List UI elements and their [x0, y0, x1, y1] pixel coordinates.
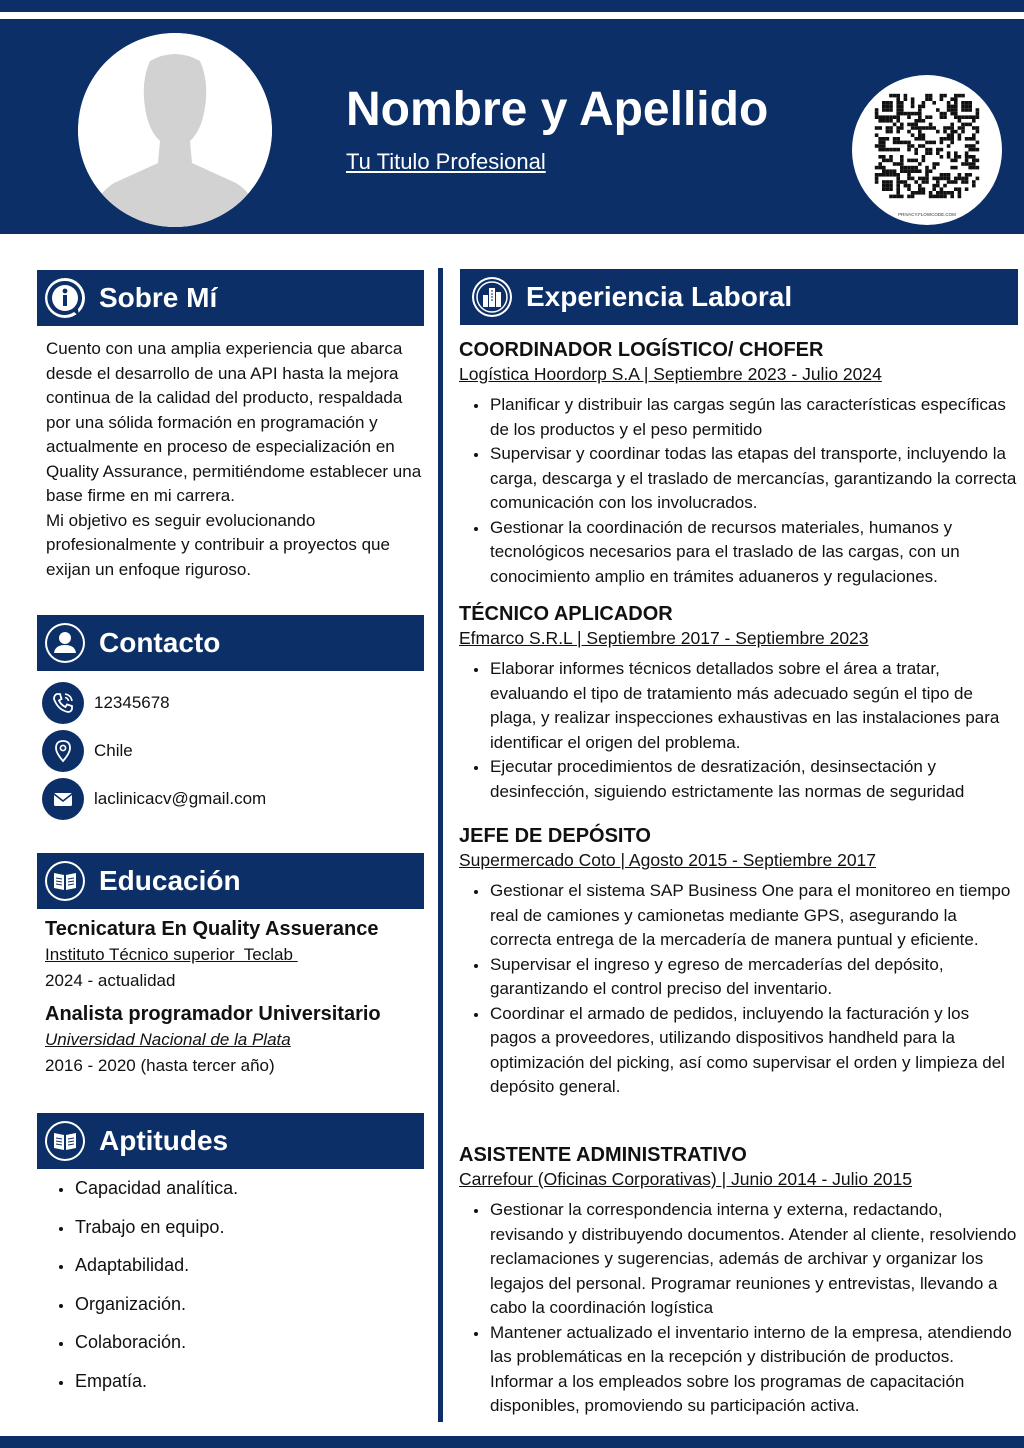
- education-years: 2024 - actualidad: [45, 971, 176, 990]
- job-company: Logística Hoordorp S.A | Septiembre 2023 - Julio 2024: [459, 364, 882, 384]
- qr-code: [852, 75, 1002, 225]
- contact-header: [37, 615, 424, 671]
- education-years: 2016 - 2020 (hasta tercer año): [45, 1056, 275, 1075]
- job-bullet: Elaborar informes técnicos detallados sobre el área a tratar, evaluando el tipo de tratamiento más adecuado según el tipo de plaga, y realizar inspecciones exhaustivas en las instalaciones para identificar el origen del problema.: [490, 657, 1019, 755]
- about-text: [46, 337, 430, 582]
- job-company: Carrefour (Oficinas Corporativas) | Junio 2014 - Julio 2015: [459, 1169, 912, 1189]
- skill-item: Adaptabilidad.: [75, 1255, 238, 1294]
- education-institution: Instituto Técnico superior Teclab: [45, 945, 298, 964]
- experience-heading: Experiencia Laboral: [526, 281, 793, 312]
- job-bullets: [490, 393, 1019, 589]
- skill-item: Colaboración.: [75, 1332, 238, 1371]
- bottom-accent-bar: [0, 1436, 1024, 1448]
- book-icon: [45, 1121, 85, 1161]
- education-heading: Educación: [99, 865, 241, 896]
- candidate-name: Nombre y Apellido: [346, 83, 769, 136]
- skill-item: Capacidad analítica.: [75, 1178, 238, 1217]
- contact-heading: Contacto: [99, 627, 221, 658]
- education-degree: Tecnicatura En Quality Assuerance: [45, 918, 379, 940]
- job-entry: [459, 339, 1019, 589]
- about-heading: Sobre Mí: [99, 282, 218, 313]
- education-item: [45, 1003, 435, 1076]
- job-role: TÉCNICO APLICADOR: [459, 603, 673, 625]
- location-text: Chile: [94, 741, 133, 760]
- email-text[interactable]: laclinicacv@gmail.com: [94, 789, 267, 808]
- contact-email: [42, 778, 266, 820]
- skills-list: [75, 1178, 238, 1409]
- job-bullet: Planificar y distribuir las cargas según las características específicas de los productos y el peso permitido: [490, 393, 1019, 442]
- job-entry: [459, 1144, 1019, 1419]
- education-institution: Universidad Nacional de la Plata: [45, 1030, 291, 1049]
- job-bullet: Coordinar el armado de pedidos, incluyendo la facturación y los pagos a proveedores, utilizando dispositivos handheld para la optimización del picking, así como supervisar el orden y limpieza del depósito general.: [490, 1002, 1019, 1100]
- job-bullet: Supervisar y coordinar todas las etapas del transporte, incluyendo la carga, descarga y el traslado de mercancías, garantizando la correcta comunicación con los involucrados.: [490, 442, 1019, 516]
- job-bullet: Mantener actualizado el inventario interno de la empresa, atendiendo las problemáticas en la recepción y distribución de productos. Informar a los empleados sobre los programas de capacitación disponibles, promoviendo su participación activa.: [490, 1321, 1019, 1419]
- book-icon: [45, 861, 85, 901]
- envelope-icon: [42, 778, 84, 820]
- phone-number: 12345678: [94, 693, 170, 712]
- job-role: COORDINADOR LOGÍSTICO/ CHOFER: [459, 339, 824, 361]
- contact-phone: [42, 682, 170, 724]
- professional-title: Tu Titulo Profesional: [346, 149, 546, 174]
- job-company: Efmarco S.R.L | Septiembre 2017 - Septiembre 2023: [459, 628, 869, 648]
- info-icon: [45, 278, 85, 318]
- about-header: [37, 270, 424, 326]
- user-icon: [45, 623, 85, 663]
- education-header: [37, 853, 424, 909]
- about-paragraph: Mi objetivo es seguir evolucionando profesionalmente y contribuir a proyectos que exijan un enfoque riguroso.: [46, 510, 390, 579]
- education-item: [45, 918, 435, 991]
- job-company: Supermercado Coto | Agosto 2015 - Septiembre 2017: [459, 850, 877, 870]
- experience-header: [460, 269, 1018, 325]
- job-bullet: Ejecutar procedimientos de desratización, desinsectación y desinfección, siguiendo estrictamente las normas de seguridad: [490, 755, 1019, 804]
- profile-photo: [78, 33, 272, 227]
- job-bullet: Gestionar el sistema SAP Business One para el monitoreo en tiempo real de camiones y camionetas mediante GPS, asegurando la correcta entrega de la mercadería de manera puntual y eficiente.: [490, 879, 1019, 953]
- job-bullet: Gestionar la coordinación de recursos materiales, humanos y tecnológicos necesarios para el traslado de las cargas, con un conocimiento amplio en trámites aduaneros y regulaciones.: [490, 516, 1019, 590]
- job-entry: [459, 603, 1019, 804]
- job-bullets: [490, 657, 1019, 804]
- job-bullet: Supervisar el ingreso y egreso de mercaderías del depósito, garantizando el control preciso del inventario.: [490, 953, 1019, 1002]
- skills-header: [37, 1113, 424, 1169]
- contact-location: [42, 730, 133, 772]
- job-role: ASISTENTE ADMINISTRATIVO: [459, 1144, 747, 1166]
- job-role: JEFE DE DEPÓSITO: [459, 825, 651, 847]
- qr-caption: PRIVACY.FLOWCODE.COM: [898, 212, 956, 217]
- job-bullets: [490, 1198, 1019, 1419]
- skill-item: Organización.: [75, 1294, 238, 1333]
- column-divider: [438, 268, 443, 1422]
- phone-icon: [42, 682, 84, 724]
- skill-item: Empatía.: [75, 1371, 238, 1410]
- job-entry: [459, 825, 1019, 1100]
- skills-heading: Aptitudes: [99, 1125, 229, 1156]
- top-accent-bar: [0, 0, 1024, 12]
- about-paragraph: Cuento con una amplia experiencia que abarca desde el desarrollo de una API hasta la mejora continua de la calidad del producto, respaldada por una sólida formación en programación y actualmente en proceso de especialización en Quality Assurance, permitiéndome establecer una base firme en mi carrera.: [46, 339, 422, 505]
- location-pin-icon: [42, 730, 84, 772]
- job-bullets: [490, 879, 1019, 1100]
- job-bullet: Gestionar la correspondencia interna y externa, redactando, revisando y distribuyendo documentos. Atender al cliente, resolviendo reclamaciones y sugerencias, además de archivar y organizar los legajos del personal. Programar reuniones y entrevistas, llevando a cabo la coordinación logística: [490, 1198, 1019, 1321]
- buildings-icon: [472, 277, 512, 317]
- education-degree: Analista programador Universitario: [45, 1003, 381, 1025]
- skill-item: Trabajo en equipo.: [75, 1217, 238, 1256]
